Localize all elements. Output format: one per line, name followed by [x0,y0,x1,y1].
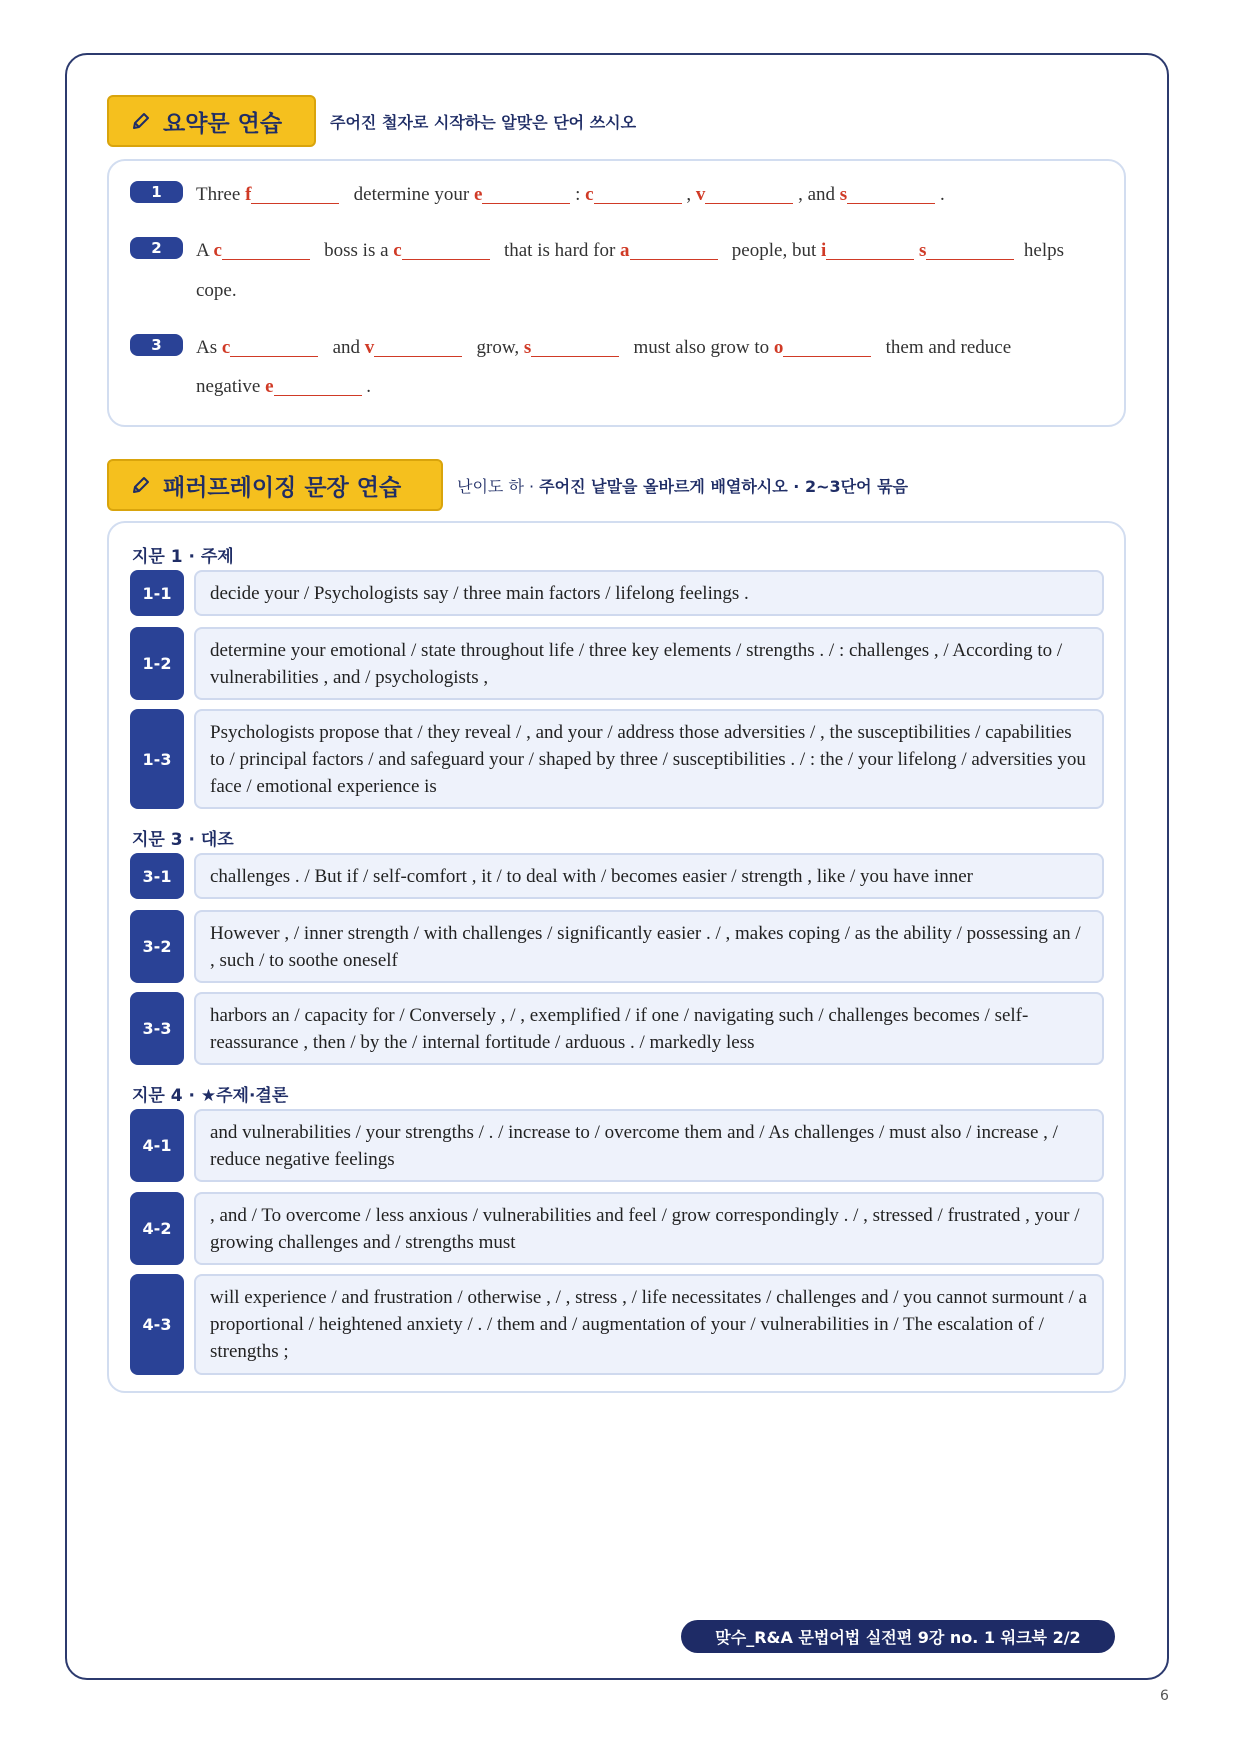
text: As [196,337,222,358]
word-chunks: , and / To overcome / less anxious / vulnerabilities and feel / grow correspondingly . / , stressed / frustrated , your / growing challenges and / strengths must [210,1204,1080,1253]
hint-letter: v [364,337,375,358]
hint-letter: s [919,240,927,261]
answer-blank[interactable] [630,239,718,260]
hint-letter: s [523,337,532,358]
text: helps [1023,240,1065,261]
summary-item-number: 3 [130,334,183,356]
hint-letter: f [245,184,252,205]
section-paraphrase-tag [107,459,443,511]
item-number-badge: 4-3 [130,1274,184,1375]
hint-letter: c [221,337,231,358]
text: people, but [731,240,821,261]
text: boss is a [324,240,394,261]
text: . [366,376,372,397]
hint-letter: s [839,184,848,205]
word-chunks: challenges . / But if / self-comfort , it / to deal with / becomes easier / strength , like / you have inner [210,865,973,887]
word-chunk-box [194,627,1104,700]
summary-item-number: 2 [130,237,183,259]
pencil-icon [131,111,151,131]
word-chunk-box [194,853,1104,899]
section-paraphrase-instruction [457,474,908,497]
answer-blank[interactable] [402,239,490,260]
item-number-badge: 1-2 [130,627,184,700]
item-number-badge: 4-2 [130,1192,184,1265]
text: negative [196,376,266,397]
section-summary-title: 요약문 연습 [163,110,283,137]
hint-letter: o [773,337,784,358]
text: : [575,184,586,205]
answer-blank[interactable] [847,183,935,204]
hint-letter: c [213,240,222,261]
word-chunks: Psychologists propose that / they reveal / , and your / address those adversities / , the susceptibilities / capabilities to / principal factors / and safeguard your / shaped by three / susceptibilities . / : the / your lifelong / adversities you face / emotional experience is [210,721,1086,797]
summary-item-number: 1 [130,181,183,203]
hint-letter: e [265,376,274,397]
text: them and reduce [885,337,1012,358]
word-chunks: harbors an / capacity for / Conversely , / , exemplified / if one / navigating such / challenges becomes / self-reassurance , then / by the / internal fortitude / arduous . / markedly less [210,1004,1029,1053]
answer-blank[interactable] [531,336,619,357]
answer-blank[interactable] [230,336,318,357]
item-number-badge: 3-3 [130,992,184,1065]
page-number: 6 [1160,1688,1169,1704]
answer-blank[interactable] [826,239,914,260]
instruction-text: 주어진 낱말을 올바르게 배열하시오 · 2~3단어 묶음 [539,477,909,496]
summary-item-3-cont [196,375,371,398]
word-chunk-box [194,992,1104,1065]
item-number-badge: 3-2 [130,910,184,983]
hint-letter: e [473,184,483,205]
text: determine your [353,184,474,205]
text: that is hard for [503,240,621,261]
answer-blank[interactable] [222,239,310,260]
answer-blank[interactable] [705,183,793,204]
text: , [686,184,696,205]
answer-blank[interactable] [274,375,362,396]
item-number-badge: 4-1 [130,1109,184,1182]
hint-letter: c [585,184,594,205]
word-chunk-box [194,1192,1104,1265]
word-chunk-box [194,1274,1104,1375]
hint-letter: v [695,184,706,205]
section-summary-instruction: 주어진 철자로 시작하는 알맞은 단어 쓰시오 [330,113,637,132]
word-chunks: determine your emotional / state throughout life / three key elements / strengths . / : challenges , / According to / vulnerabilities , and / psychologists , [210,639,1063,688]
text: must also grow to [633,337,774,358]
word-chunk-box [194,570,1104,616]
answer-blank[interactable] [482,183,570,204]
pencil-icon [131,475,151,495]
word-chunk-box [194,1109,1104,1182]
passage-heading: 지문 3 · 대조 [132,830,234,850]
text: . [939,184,945,205]
footer-badge: 맞수_R&A 문법어법 실전편 9강 no. 1 워크북 2/2 [681,1620,1115,1653]
answer-blank[interactable] [251,183,339,204]
word-chunk-box [194,709,1104,809]
difficulty-label: 난이도 하 · [457,477,540,496]
word-chunks: decide your / Psychologists say / three main factors / lifelong feelings . [210,582,749,604]
hint-letter: i [820,240,827,261]
passage-heading: 지문 4 · ★주제·결론 [132,1086,289,1106]
item-number-badge: 1-3 [130,709,184,809]
text: A [196,240,214,261]
section-paraphrase-title: 패러프레이징 문장 연습 [163,474,402,501]
item-number-badge: 1-1 [130,570,184,616]
answer-blank[interactable] [926,239,1014,260]
word-chunks: and vulnerabilities / your strengths / . / increase to / overcome them and / As challenges / must also / increase , / reduce negative feelings [210,1121,1058,1170]
answer-blank[interactable] [594,183,682,204]
item-number-badge: 3-1 [130,853,184,899]
text: Three [196,184,246,205]
summary-item-3 [196,336,1011,359]
text: grow, [476,337,524,358]
text: , and [798,184,840,205]
summary-item-2-cont: cope. [196,280,237,301]
word-chunk-box [194,910,1104,983]
answer-blank[interactable] [374,336,462,357]
summary-item-1 [196,183,945,206]
word-chunks: However , / inner strength / with challenges / significantly easier . / , makes coping / as the ability / possessing an / , such / to soothe oneself [210,922,1081,971]
word-chunks: will experience / and frustration / otherwise , / , stress , / life necessitates / challenges and / you cannot surmount / a proportional / heightened anxiety / . / them and / augmentation of your / vulnerabilities in / The escalation of / strengths ; [210,1287,1087,1362]
passage-heading: 지문 1 · 주제 [132,547,234,567]
summary-item-2 [196,239,1064,262]
section-summary-tag [107,95,316,147]
text: and [332,337,365,358]
hint-letter: a [620,240,630,261]
hint-letter: c [393,240,402,261]
answer-blank[interactable] [783,336,871,357]
